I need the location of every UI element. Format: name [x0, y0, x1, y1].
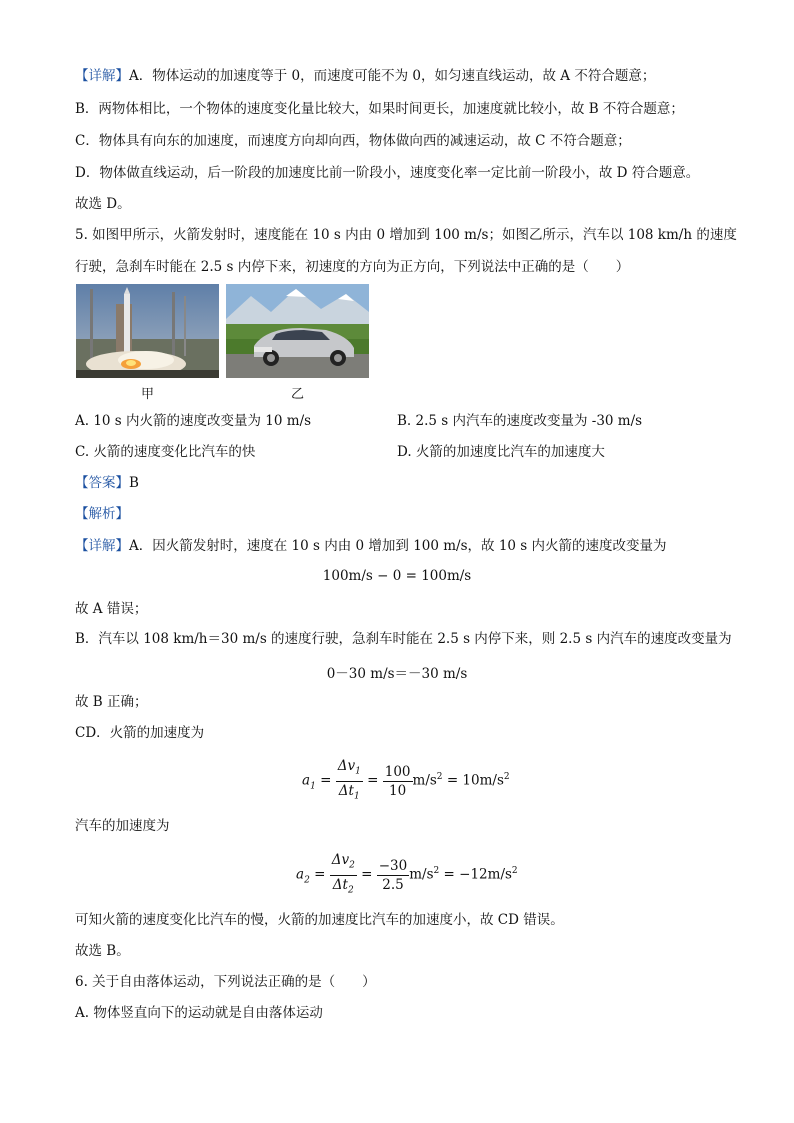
equation-1: 100m/s − 0 = 100m/s — [322, 568, 472, 584]
question-5-line-2: 行驶，急刹车时能在 2.5 s 内停下来，初速度的方向为正方向，下列说法中正确的是（ ） — [75, 259, 630, 275]
choice-conclusion-2: 故选 B。 — [75, 943, 130, 959]
analysis-tag: 【解析】 — [75, 506, 129, 522]
option-5d: D. 火箭的加速度比汽车的加速度大 — [397, 444, 605, 460]
equation-4: $a_2$ = $\frac{\Delta v_2}{\Delta t_2}$ = $\frac{-30}{2.5}$ $m/s^2 = -12m/s^2$ — [296, 852, 518, 896]
choice-conclusion: 故选 D。 — [75, 196, 131, 212]
detail-tag-2: 【详解】 — [75, 538, 129, 554]
car-image — [226, 284, 369, 378]
solution-a: 【详解】A．因火箭发射时，速度在 10 s 内由 0 增加到 100 m/s，故 10 s 内火箭的速度改变量为 — [75, 538, 667, 554]
option-5b: B. 2.5 s 内汽车的速度改变量为 -30 m/s — [397, 413, 643, 429]
image-caption-yi: 乙 — [290, 387, 304, 402]
equation-3: $a_1$ = $\frac{\Delta v_1}{\Delta t_1}$ = $\frac{100}{10}$ $m/s^2 = 10m/s^2$ — [302, 758, 510, 802]
rocket-launch-image — [76, 284, 219, 378]
option-5a: A. 10 s 内火箭的速度改变量为 10 m/s — [75, 413, 312, 429]
paragraph-detail-d: D．物体做直线运动，后一阶段的加速度比前一阶段小，速度变化率一定比前一阶段小，故 D 符合题意。 — [75, 165, 700, 181]
paragraph-detail-c: C．物体具有向东的加速度，而速度方向却向西，物体做向西的减速运动，故 C 不符合题意； — [75, 133, 631, 149]
solution-b-conclusion: 故 B 正确； — [75, 694, 148, 710]
solution-cd: CD．火箭的加速度为 — [75, 725, 205, 741]
car-acceleration-label: 汽车的加速度为 — [75, 818, 170, 834]
solution-cd-conclusion: 可知火箭的速度变化比汽车的慢，火箭的加速度比汽车的加速度小，故 CD 错误。 — [75, 912, 564, 928]
solution-b: B．汽车以 108 km/h＝30 m/s 的速度行驶，急刹车时能在 2.5 s 内停下来，则 2.5 s 内汽车的速度改变量为 — [75, 631, 732, 647]
equation-2: 0－30 m/s＝－30 m/s — [326, 666, 468, 682]
answer-tag: 【答案】 — [75, 475, 129, 491]
solution-a-conclusion: 故 A 错误； — [75, 601, 148, 617]
option-5c: C. 火箭的速度变化比汽车的快 — [75, 444, 256, 460]
paragraph-detail-b: B．两物体相比，一个物体的速度变化量比较大，如果时间更长，加速度就比较小，故 B 不符合题意； — [75, 101, 684, 117]
question-5-line-1: 5. 如图甲所示，火箭发射时，速度能在 10 s 内由 0 增加到 100 m/s；如图乙所示，汽车以 108 km/h 的速度 — [75, 227, 737, 243]
image-caption-jia: 甲 — [140, 387, 154, 402]
question-6-line-1: 6. 关于自由落体运动，下列说法正确的是（ ） — [75, 974, 376, 990]
option-6a: A. 物体竖直向下的运动就是自由落体运动 — [75, 1005, 323, 1021]
answer-value: B — [129, 475, 139, 491]
detail-tag: 【详解】 — [75, 68, 129, 84]
paragraph-detail-a: 【详解】A．物体运动的加速度等于 0，而速度可能不为 0，如匀速直线运动，故 A 不符合题意； — [75, 68, 656, 84]
answer-line — [75, 474, 139, 492]
